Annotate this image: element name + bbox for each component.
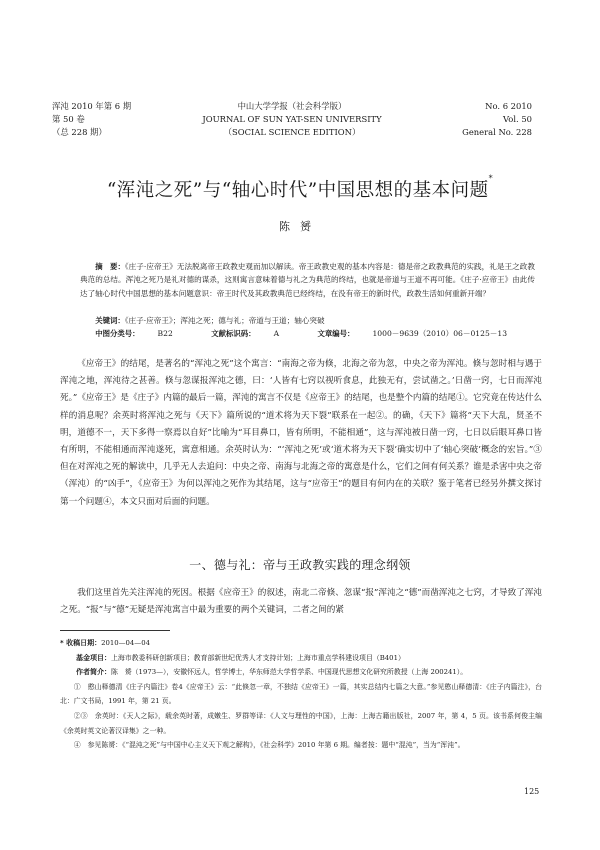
title-footnote-mark: * bbox=[488, 174, 494, 183]
clc-label: 中图分类号： bbox=[95, 329, 140, 339]
intro-body bbox=[60, 356, 542, 511]
bio-value: 陈 赟（1973—），安徽怀远人，哲学博士，华东师范大学哲学系、中国现代思想文化研究所教授（上海 200241）。 bbox=[111, 668, 468, 677]
article-number-label: 文章编号： bbox=[317, 329, 355, 339]
abstract-label: 摘 要： bbox=[95, 262, 125, 271]
abstract-text: 《庄子·应帝王》无法脱离帝王政教史观而加以解读。帝王政教史观的基本内容是：德是帝之政教典范的实践，礼是王之政教典范的总结。浑沌之死乃是礼对德的谋杀，这则寓言意味着德与礼之为典范的终结，也就是帝道与王道不再可能。《庄子·应帝王》由此传达了轴心时代中国思想的基本问题意识：帝王时代及其政教典范已经终结，在没有帝王的新时代，政教生活如何重新开端？ bbox=[80, 262, 535, 298]
author-bio bbox=[60, 665, 542, 680]
article-title bbox=[0, 176, 600, 202]
volume-en: Vol. 50 bbox=[503, 114, 532, 124]
abstract bbox=[80, 260, 535, 300]
footnote-separator bbox=[60, 630, 170, 631]
issue-info-english bbox=[462, 100, 532, 139]
issue-line: 浑沌 2010 年第 6 期 bbox=[52, 101, 132, 111]
fund-label: 基金项目： bbox=[76, 653, 111, 662]
general-number-line: （总 228 期） bbox=[52, 127, 107, 137]
footnote-4: ④ 参见陈赟：《“混沌之死”与中国中心主义天下观之解构》，《社会科学》2010 年第 6 期。编者按：题中“混沌”，当为“浑沌”。 bbox=[73, 741, 465, 750]
keywords-text: 《庄子·应帝王》；浑沌之死；德与礼；帝道与王道；轴心突破 bbox=[124, 316, 325, 325]
article-meta bbox=[80, 314, 535, 341]
volume-line: 第 50 卷 bbox=[52, 114, 85, 124]
bio-label: 作者简介： bbox=[76, 668, 111, 677]
article-number-value: 1000－9639（2010）06－0125－13 bbox=[372, 329, 508, 339]
fund-value: 上海市教委科研创新项目；教育部新世纪优秀人才支持计划；上海市重点学科建设项目（B401） bbox=[111, 653, 405, 662]
clc-value: B22 bbox=[157, 329, 173, 339]
footnote-1: ① 憨山释德清《庄子内篇注》卷4《应帝王》云：“此倏忽一章，不独结《应帝王》一篇，其实总结内七篇之大意。”参见憨山释德清：《庄子内篇注》，台北：广文书局，1991 年，第 21 页。 bbox=[60, 682, 542, 706]
journal-name-chinese: 中山大学学报（社会科学版） bbox=[237, 101, 347, 111]
footnote-2-3: ②③ 余英时：《天人之际》，载余英时著，成嫩生、罗群等译：《人文与理性的中国》，上海：上海古籍出版社，2007 年，第 4，5 页。该书系何俊主编《余英时英文论著汉译集》之一种。 bbox=[60, 711, 542, 735]
received-label: * 收稿日期： bbox=[60, 639, 102, 647]
section-paragraph: 我们这里首先关注浑沌的死因。根据《应帝王》的叙述，南北二帝倏、忽谋“报”浑沌之“德”而凿浑沌之七窍，才导致了浑沌之死。“报”与“德”无疑是浑沌寓言中最为重要的两个关键词，二者之间的紧 bbox=[60, 588, 542, 616]
keywords-label: 关键词： bbox=[95, 316, 125, 325]
keywords bbox=[80, 314, 535, 327]
doc-code-label: 文献标识码： bbox=[211, 329, 256, 339]
section-heading: 一、德与礼：帝与王政教实践的理念纲领 bbox=[189, 558, 411, 572]
received-value: 2010—04—04 bbox=[101, 639, 150, 647]
section-body bbox=[60, 585, 542, 619]
author-name: 陈赟 bbox=[279, 220, 321, 233]
footnotes bbox=[60, 636, 542, 753]
journal-edition: （SOCIAL SCIENCE EDITION） bbox=[223, 127, 361, 137]
article-title-text: “浑沌之死”与“轴心时代”中国思想的基本问题 bbox=[106, 180, 489, 201]
issue-number-en: No. 6 2010 bbox=[485, 101, 532, 111]
general-number-en: General No. 228 bbox=[462, 127, 532, 137]
intro-paragraph: 《应帝王》的结尾，是著名的“浑沌之死”这个寓言：“南海之帝为倏，北海之帝为忽，中央之帝为浑沌。倏与忽时相与遇于浑沌之地，浑沌待之甚善。倏与忽谋报浑沌之德，曰：‘人皆有七窍以视听食息，此独无有，尝试凿之。’日凿一窍，七日而浑沌死。”《应帝王》是《庄子》内篇的最后一篇，浑沌的寓言不仅是《应帝王》的结尾，也是整个内篇的结尾①。它究竟在传达什么样的消息呢？余英时将浑沌之死与《天下》篇所说的“道术将为天下裂”联系在一起②。的确，《天下》篇将“天下大乱，贤圣不明，道德不一，天下多得一察焉以自好”比喻为“耳目鼻口，皆有所明，不能相通”，这与浑沌被日凿一窍，七日以后眼耳鼻口皆有所明，不能相通而浑沌遂死，寓意相通。余英时认为：“‘浑沌之死’或‘道术将为天下裂’确实切中了‘轴心突破’概念的宏旨。”③但在对浑沌之死的解读中，几乎无人去追问：中央之帝、南海与北海之帝的寓意是什么，它们之间有何关系？谁是杀害中央之帝（浑沌）的“凶手”，《应帝王》为何以浑沌之死作为其结尾，这与“应帝王”的题目有何内在的关联？鉴于笔者已经另外撰文探讨第一个问题④，本文只面对后面的问题。 bbox=[60, 359, 542, 507]
received-date bbox=[60, 636, 542, 651]
journal-name bbox=[52, 100, 532, 139]
doc-code-value: A bbox=[273, 329, 280, 339]
classification-row bbox=[80, 327, 535, 340]
fund-info bbox=[60, 651, 542, 666]
page-number: 125 bbox=[524, 787, 540, 796]
journal-name-english: JOURNAL OF SUN YAT-SEN UNIVERSITY bbox=[202, 114, 382, 124]
